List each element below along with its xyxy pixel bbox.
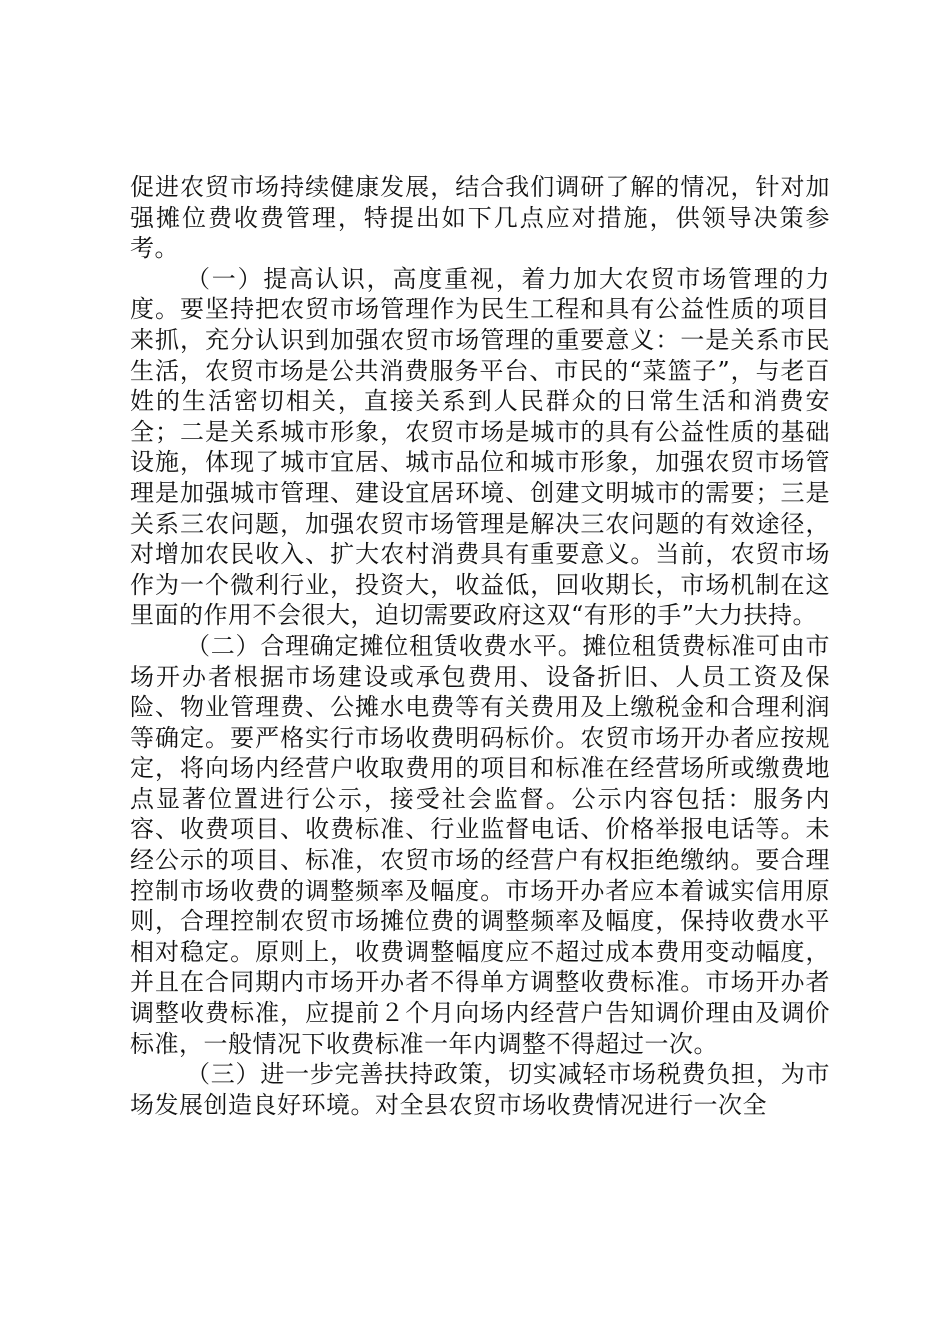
section-1-paragraph: （一）提高认识，高度重视，着力加大农贸市场管理的力度。要坚持把农贸市场管理作为民生工程和具有公益性质的项目来抓，充分认识到加强农贸市场管理的重要意义：一是关系市民生活，农贸市场是公共消费服务平台、市民的“菜篮子”，与老百姓的生活密切相关，直接关系到人民群众的日常生活和消费安全；二是关系城市形象，农贸市场是城市的具有公益性质的基础设施，体现了城市宜居、城市品位和城市形象，加强农贸市场管理是加强城市管理、建设宜居环境、创建文明城市的需要；三是关系三农问题，加强农贸市场管理是解决三农问题的有效途径，对增加农民收入、扩大农村消费具有重要意义。当前，农贸市场作为一个微利行业，投资大，收益低，回收期长，市场机制在这里面的作用不会很大，迫切需要政府这双“有形的手”大力扶持。 [130, 264, 830, 630]
section-3-paragraph: （三）进一步完善扶持政策，切实减轻市场税费负担，为市场发展创造良好环境。对全县农贸市场收费情况进行一次全 [130, 1060, 830, 1119]
document-body [130, 172, 830, 1120]
intro-paragraph: 促进农贸市场持续健康发展，结合我们调研了解的情况，针对加强摊位费收费管理，特提出如下几点应对措施，供领导决策参考。 [130, 173, 830, 263]
section-2-paragraph: （二）合理确定摊位租赁收费水平。摊位租赁费标准可由市场开办者根据市场建设或承包费用、设备折旧、人员工资及保险、物业管理费、公摊水电费等有关费用及上缴税金和合理利润等确定。要严格实行市场收费明码标价。农贸市场开办者应按规定，将向场内经营户收取费用的项目和标准在经营场所或缴费地点显著位置进行公示，接受社会监督。公示内容包括：服务内容、收费项目、收费标准、行业监督电话、价格举报电话等。未经公示的项目、标准，农贸市场的经营户有权拒绝缴纳。要合理控制市场收费的调整频率及幅度。市场开办者应本着诚实信用原则，合理控制农贸市场摊位费的调整频率及幅度，保持收费水平相对稳定。原则上，收费调整幅度应不超过成本费用变动幅度，并且在合同期内市场开办者不得单方调整收费标准。市场开办者调整收费标准，应提前２个月向场内经营户告知调价理由及调价标准，一般情况下收费标准一年内调整不得超过一次。 [130, 631, 830, 1058]
